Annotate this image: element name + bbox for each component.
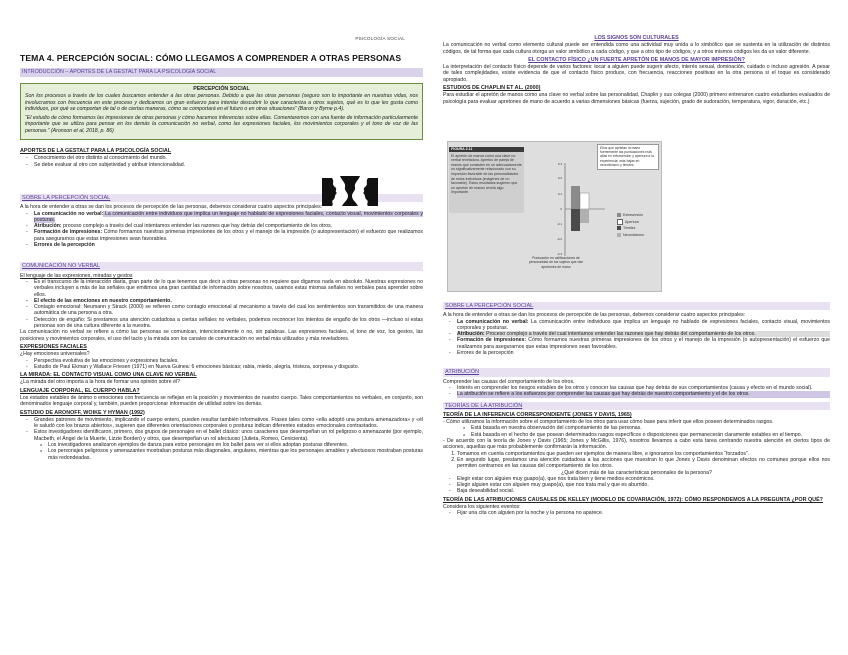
y-tick: 0.1 xyxy=(557,192,562,196)
bar-apertura xyxy=(580,193,589,209)
list-item: - Grandes patrones de movimiento, implicando el cuerpo entero, pueden resultar también informativos. Frases tales como «ella adoptó una postura amenazadora» y «él le saludó con los brazos abiertos», sugieren que diferentes orientaciones corporales o posturas indican diferentes estados emocionales contrastados. xyxy=(34,417,423,430)
definition-p2: “El estudio de cómo formamos las impresiones de otras personas y cómo hacemos inferencias sobre ellas. Comentaremos con una fuente de información particularmente importante que se utiliza para pensar en los demás la comunicación no verbal, como las expresiones faciales, los movimientos corporales y el tono de voz de las personas.” (Aronson et al, 2018, p. 86) xyxy=(25,115,418,134)
list-item: - Baja deseabilidad social. xyxy=(457,488,830,494)
page-header: PSICOLOGÍA SOCIAL xyxy=(355,36,405,41)
cnv-subtitle: El lenguaje de las expresiones, miradas y gestos xyxy=(20,272,133,279)
percep-intro-right: A la hora de entender a otras se dan los procesos de percepción de las personas, debemos considerar cuatro aspectos principales: xyxy=(443,312,746,319)
list-item: 1. Tomamos en cuenta comportamientos que pueden ser ejemplos de manera libre, e ignoramos los comportamientos “forzados”. xyxy=(457,451,830,457)
list-item: - Errores de la percepción xyxy=(34,242,423,248)
definition-box xyxy=(20,83,423,140)
chart-legend xyxy=(617,212,644,238)
list-item: o Está basada en nuestra observación del comportamiento de las personas. xyxy=(471,425,830,431)
intro-band: INTRODUCCIÓN – APORTES DE LA GESTALT PARA LA PSICOLOGÍA SOCIAL xyxy=(20,68,423,77)
y-tick: -0.3 xyxy=(556,252,562,256)
list-item: - Se debe evaluar al otro con subjetividad y atribuir intencionalidad. xyxy=(34,162,324,168)
gestalt-list xyxy=(20,155,324,168)
chaplin-heading: ESTUDIOS DE CHAPLIN ET AL. (2000) xyxy=(443,85,541,92)
cnv-paragraph: La comunicación no verbal se refiere a cómo las personas se comunican, intencionalmente o no, sin palabras. Las expresiones faciales, el tono de voz, los gestos, las posiciones y movimientos corporales, el uso del tacto y la mirada son los canales de comunicación no verbal más utilizados y más reveladores. xyxy=(20,329,423,342)
jones-list-2 xyxy=(443,476,830,495)
aronoff-list xyxy=(20,417,423,442)
list-item: - Fijar una cita con alguien por la noche y la persona no aparece. xyxy=(457,510,830,516)
left-column xyxy=(20,68,423,461)
bar-extraversion xyxy=(571,186,580,209)
atribucion-list xyxy=(443,385,830,398)
definition-title: PERCEPCIÓN SOCIAL xyxy=(193,86,250,92)
list-item: - Conocimiento del otro distinto al conocimiento del mundo. xyxy=(34,155,324,161)
kelley-list xyxy=(443,510,830,516)
y-tick: 0.3 xyxy=(557,162,562,166)
list-item: - Es el transcurso de la interacción diaria, gran parte de lo que tenemos que decir a otras personas no requiere que digamos nada en absoluto. Nuestras expresiones no verbales incluyen a más de las señales que emitimos una gran cantidad de información sobre nosotros, usamos estas mismas señales no verbales para aprender sobre ellos. xyxy=(34,279,423,298)
list-item: - Contagio emocional: Neumann y Strack (2000) se refieren como contagio emocional al mecanismo a través del cual los sentimientos son transmitidos de una manera automática de una persona a otra. xyxy=(34,304,423,317)
kelley-heading: TEORÍA DE LAS ATRIBUCIONES CAUSALES DE KELLEY (MODELO DE COVARIACIÓN, 1972): CÓMO RESPONDEMOS A LA PREGUNTA ¿POR QUÉ? xyxy=(443,496,823,503)
list-item: - Estos investigadores identificaron, primero, dos grupos de personajes en el ballet clásico: unos caracteres que desempeñan un rol peligroso o amenazante (por ejemplo, Macbeth, el Ángel de la Muerte, Lizzie Borden) y otros, que desempeñan un rol afectuoso (Julieta, Romeo, Cenicienta). xyxy=(34,429,423,442)
jones-text: - Cómo utilizamos la información sobre el comportamiento de los otros para usar cómo base para inferir que ellos poseen determinados rasgos. xyxy=(443,419,774,426)
chaplin-text: Para estudiar el apretón de manos como una clave no verbal sobre las personalidad, Chaplin y sus colegas (2000) primero entrenaron cuatro estudiantes evaluados de psicología para evaluar apretones de mano de acuerdo a varias dimensiones básicas (fuerza, sujeción, grado de sudoración, temperatura, vigor, duración, etc.) xyxy=(443,92,830,105)
cuerpo-text: Los estados estables de ánimo o emociones con frecuencia se reflejan en la posición y movimientos de nuestro cuerpo. Tales comportamientos no verbales, en conjunto, son denominados lenguaje corporal y, también, pueden proporcionar información de utilidad sobre los demás. xyxy=(20,394,423,408)
right-column xyxy=(443,33,830,105)
aronoff-heading: ESTUDIO DE ARONOFF, WOIKE Y HYMAN (1992) xyxy=(20,409,145,416)
percepcion-intro: A la hora de entender a otras se dan los procesos de percepción de las personas, debemos considerar cuatro aspectos principales: xyxy=(20,204,323,211)
jones-ordered-list xyxy=(443,451,830,470)
jones-paragraph: - De acuerdo con la teoría de Jones y Davis (1965; Jones y McGillis, 1976), nosotros llevamos a cabo esta tarea centrando nuestra atención en ciertos tipos de acciones, aquellas que más probablemente confirmarán la información. xyxy=(443,438,830,451)
legend-item: Apertura xyxy=(617,219,644,226)
percep-list-right xyxy=(443,319,830,357)
list-item: o Está basada en el hecho de que posean determinados rasgos específicos o disposiciones que permanecerán claramente estables en el tiempo. xyxy=(471,432,830,438)
legend-item: Extraversión xyxy=(617,212,644,219)
list-item: - La comunicación no verbal: La comunicación entre individuos que implica un lenguaje no hablado de expresiones faciales, contacto visual, movimientos corporales y posturas. xyxy=(457,319,830,332)
y-tick: 0 xyxy=(560,207,562,211)
aronoff-sublist xyxy=(20,442,423,461)
list-item: - Detección de engaño: Si prestamos una atención cuidadosa a ciertas señales no verbales, podemos reconocer los intentos de engaño de los otros —incluso si estas personas son de una cultura diferente a la nuestra. xyxy=(34,317,423,330)
list-item: o Los investigadores analizaron ejemplos de danza para estos personajes en los ballet para ver si ellos adoptan posturas diferentes. xyxy=(48,442,423,448)
list-item: - Atribución: Proceso complejo a través del cual intentamos entender las razones que hay detrás del comportamiento de los otros. xyxy=(457,331,830,337)
list-item: o Los personajes peligrosos y amenazantes mostraban posturas más diagonales, angulares, mientras que los personajes amables y afectuosos mostraban posturas más redondeadas. xyxy=(48,448,423,461)
bar-timidez xyxy=(571,209,580,231)
list-item: - La atribución se refiere a los esfuerzos por comprender las causas que hay detrás de nuestro comportamiento y el de los otros. xyxy=(457,391,830,397)
section-cnv: COMUNICACIÓN NO VERBAL xyxy=(20,262,423,270)
cnv-list xyxy=(20,279,423,329)
definition-p1: Son los procesos a través de los cuales buscamos entender a las otras personas. Debido a que las otras personas (seguro son lo importante en nuestras vidas, nos involucramos con frecuencia en este proceso y dedicamos un gran esfuerzo para intentar descubrir lo que caracteriza a otros sujetos, qué es lo que les gusta como individuos, por qué se comportan de tal o de ciertas maneras, cómo se comportará en el futuro o en otras situaciones” (Baron y Byrne p.4). xyxy=(25,93,418,112)
jones-question: ¿Qué dicen más de las características personales de la persona? xyxy=(561,469,712,476)
percepcion-list xyxy=(20,211,423,249)
section-percepcion-right: SOBRE LA PERCEPCIÓN SOCIAL xyxy=(443,302,830,310)
figure-caption: Puntuación en calificaciones de personalidad de los sujetos que dan apretones de mano xyxy=(528,256,584,269)
jones-heading: TEORÍA DE LA INFERENCIA CORRESPONDIENTE (JONES Y DAVIS, 1965) xyxy=(443,411,632,418)
list-item: 2. En segundo lugar, prestamos una atención cuidadosa a las acciones que muestran lo que Jones y Davis denominan efectos no comunes porque ellos nos permiten centrarnos en las causas del comportamiento de los otros. xyxy=(457,457,830,470)
signos-text: La comunicación no verbal como elemento cultural puede ser entendida como una actividad muy unida a lo simbólico que se sustenta en la utilización de distintos códigos, de tal forma que cada cultura otorga un valor simbólico a cada código, y que a otro tipo de códigos, y a otros mismos códigos les da un valor diferente. xyxy=(443,42,830,55)
list-item: - Errores de la percepción xyxy=(457,350,830,356)
mirada-text: ¿La mirada del otro importa a la hora de formar una opinión sobre él? xyxy=(20,379,181,386)
list-item: - Formación de impresiones: Cómo formamos nuestras primeras impresiones de los otros y el manejo de la impresión (o autopresentación) el esfuerzo que realizamos para asegurarnos que estas impresiones sean favorables. xyxy=(457,337,830,350)
atribucion-intro: Comprender las causas del comportamiento de los otros. xyxy=(443,378,575,385)
list-item: - Perspectiva evolutiva de las emociones y expresiones faciales. xyxy=(34,358,423,364)
right-column-lower xyxy=(443,298,830,517)
figure-description: El apretón de manos como una clave no verbal reveladora. Apretos de pareja de manos que consisten en un adecuadamente un significativamente relacionado con su impresión favorable de las personalidades de estos individuos (imágenes de un favorable). Estos resultados sugieren que un apretón de manos revela algo importante. xyxy=(451,153,522,195)
list-item: - La comunicación no verbal: La comunicación entre individuos que implica un lenguaje no hablado de expresiones faciales, contacto visual, movimientos corporales y posturas. xyxy=(34,211,423,224)
y-tick: 0.2 xyxy=(557,176,562,180)
contacto-heading: EL CONTACTO FÍSICO ¿UN FUERTE APRETÓN DE MANOS DE MAYOR IMPRESIÓN? xyxy=(528,56,745,63)
section-percepcion: SOBRE LA PERCEPCIÓN SOCIAL xyxy=(20,194,423,202)
contacto-text: La interpretación del contacto físico depende de varios factores: tocar a alguien puede sugerir afecto, interés sexual, dominación, cuidado o incluso agresión. A pesar de tales complejidades, existe evidencia de que el contacto físico produce, con frecuencia, reacciones positivas en la otra persona si el toque es considerado apropiado. xyxy=(443,64,830,83)
kelley-intro: Considera los siguientes eventos: xyxy=(443,504,521,511)
figure-speech-bubble: Ellos que aprietan la mano fuertemente las puntuaciones más altas en extraversión y apertura a la experiencia; más bajas en neuroticismo y timidez. xyxy=(597,144,659,170)
cuerpo-heading: LENGUAJE CORPORAL, EL CUERPO HABLA? xyxy=(20,387,140,394)
list-item: - Estudio de Paul Ekman y Wallace Friesen (1971) en Nueva Guinea: 6 emociones básicas; rabia, miedo, alegría, tristeza, sorpresa y disgusto. xyxy=(34,364,423,370)
list-item: - El efecto de las emociones en nuestro comportamiento. xyxy=(34,298,423,304)
facial-list xyxy=(20,358,423,371)
section-atribucion: ATRIBUCIÓN xyxy=(443,368,830,376)
gestalt-heading: APORTES DE LA GESTALT PARA LA PSICOLOGÍA SOCIAL xyxy=(20,148,172,155)
y-tick: -0.2 xyxy=(556,237,562,241)
figure-description-box xyxy=(449,147,524,213)
list-item: - Formación de impresiones: Cómo formamos nuestras primeras impresiones de los otros y el manejo de la impresión (o autopresentación) el esfuerzo que realizamos para asegurarnos que estas impresiones sean favorables. xyxy=(34,229,423,242)
signos-heading: LOS SIGNOS SON CULTURALES xyxy=(594,35,679,41)
y-tick: -0.1 xyxy=(556,222,562,226)
jones-sublist xyxy=(443,425,830,438)
bar-neuroticismo xyxy=(580,209,589,223)
legend-item: Neuroticismo xyxy=(617,232,644,239)
list-item: - Interés en comprender los riesgos estables de los otros y conocer las causas que hay detrás de sus comportamientos (causa y efecto en el mundo social). xyxy=(457,385,830,391)
facial-heading: EXPRESIONES FACIALES xyxy=(20,343,87,350)
legend-item: Timidez xyxy=(617,225,644,232)
list-item: - Elegir estar con alguien muy guapo(a), que nos trata bien y tiene medios económicos. xyxy=(457,476,830,482)
facial-question: ¿Hay emociones universales? xyxy=(20,351,90,358)
rubin-vase-image xyxy=(322,176,378,206)
section-teorias: TEORÍAS DE LA ATRIBUCIÓN xyxy=(443,402,830,410)
list-item: - Elegir alguien estar con alguien muy guapo(a), que nos trata mal y que es aburrido. xyxy=(457,482,830,488)
list-item: - Atribución: proceso complejo a través del cual intentamos entender las razones que hay detrás del comportamiento de los otros. xyxy=(34,223,423,229)
mirada-heading: LA MIRADA: EL CONTACTO VISUAL COMO UNA CLAVE NO VERBAL xyxy=(20,372,197,379)
page-title: TEMA 4. PERCEPCIÓN SOCIAL: CÓMO LLEGAMOS A COMPRENDER A OTRAS PERSONAS xyxy=(20,53,402,63)
figure-title: FIGURA 2.11 xyxy=(449,147,524,152)
